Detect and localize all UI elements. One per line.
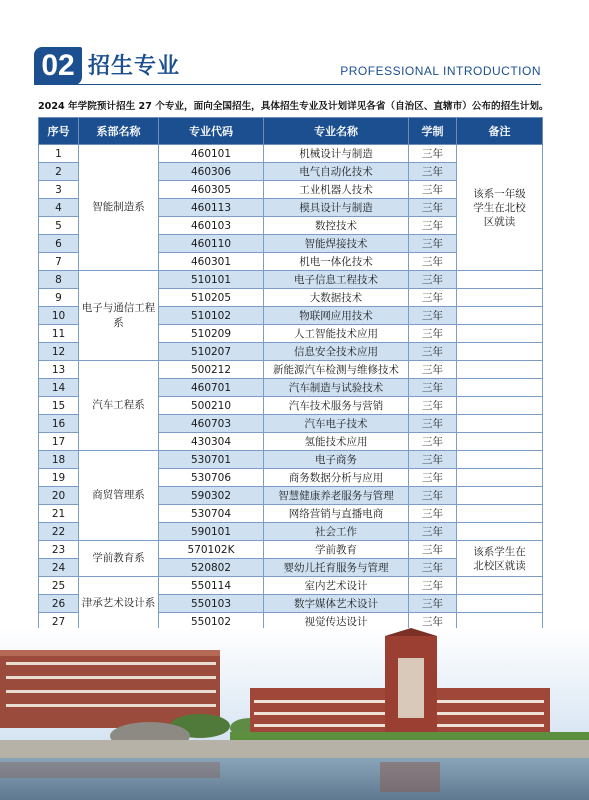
table-row <box>39 361 543 379</box>
notes-cell <box>457 379 543 397</box>
department-cell: 智能制造系 <box>79 145 159 271</box>
table-row <box>39 577 543 595</box>
row-number: 13 <box>39 361 79 379</box>
study-years: 三年 <box>409 487 457 505</box>
major-name: 室内艺术设计 <box>264 577 409 595</box>
section-number-badge: 02 <box>34 47 82 85</box>
row-number: 27 <box>39 613 79 631</box>
major-name: 汽车制造与试验技术 <box>264 379 409 397</box>
major-code: 510207 <box>159 343 264 361</box>
header-notes: 备注 <box>457 118 543 145</box>
study-years: 三年 <box>409 577 457 595</box>
major-code: 530701 <box>159 451 264 469</box>
major-name: 汽车技术服务与营销 <box>264 397 409 415</box>
department-cell: 商贸管理系 <box>79 451 159 541</box>
row-number: 24 <box>39 559 79 577</box>
major-code: 520802 <box>159 559 264 577</box>
major-name: 人工智能技术应用 <box>264 325 409 343</box>
notes-cell <box>457 505 543 523</box>
table-row <box>39 271 543 289</box>
major-code: 550103 <box>159 595 264 613</box>
study-years: 三年 <box>409 451 457 469</box>
row-number: 4 <box>39 199 79 217</box>
row-number: 8 <box>39 271 79 289</box>
section-subtitle: PROFESSIONAL INTRODUCTION <box>340 64 541 78</box>
major-name: 电子商务 <box>264 451 409 469</box>
major-code: 430304 <box>159 433 264 451</box>
notes-cell <box>457 433 543 451</box>
major-name: 学前教育 <box>264 541 409 559</box>
major-code: 460103 <box>159 217 264 235</box>
notes-cell <box>457 451 543 469</box>
table-body <box>39 145 543 631</box>
header-years: 学制 <box>409 118 457 145</box>
study-years: 三年 <box>409 595 457 613</box>
major-code: 460113 <box>159 199 264 217</box>
major-code: 510209 <box>159 325 264 343</box>
major-code: 590101 <box>159 523 264 541</box>
row-number: 1 <box>39 145 79 163</box>
major-name: 汽车电子技术 <box>264 415 409 433</box>
department-cell: 津承艺术设计系 <box>79 577 159 631</box>
major-name: 社会工作 <box>264 523 409 541</box>
major-code: 510102 <box>159 307 264 325</box>
study-years: 三年 <box>409 145 457 163</box>
major-code: 510205 <box>159 289 264 307</box>
study-years: 三年 <box>409 541 457 559</box>
row-number: 20 <box>39 487 79 505</box>
row-number: 18 <box>39 451 79 469</box>
major-code: 460703 <box>159 415 264 433</box>
notes-cell <box>457 487 543 505</box>
notes-cell <box>457 325 543 343</box>
study-years: 三年 <box>409 415 457 433</box>
table-row <box>39 541 543 559</box>
row-number: 6 <box>39 235 79 253</box>
notes-cell <box>457 271 543 289</box>
row-number: 11 <box>39 325 79 343</box>
major-name: 信息安全技术应用 <box>264 343 409 361</box>
notes-cell <box>457 289 543 307</box>
study-years: 三年 <box>409 217 457 235</box>
section-header <box>0 0 589 100</box>
header-major: 专业名称 <box>264 118 409 145</box>
study-years: 三年 <box>409 163 457 181</box>
department-cell: 学前教育系 <box>79 541 159 577</box>
notes-cell <box>457 577 543 595</box>
study-years: 三年 <box>409 289 457 307</box>
department-cell: 电子与通信工程系 <box>79 271 159 361</box>
major-name: 模具设计与制造 <box>264 199 409 217</box>
header-code: 专业代码 <box>159 118 264 145</box>
table-row <box>39 451 543 469</box>
major-name: 大数据技术 <box>264 289 409 307</box>
header-department: 系部名称 <box>79 118 159 145</box>
major-name: 工业机器人技术 <box>264 181 409 199</box>
major-code: 590302 <box>159 487 264 505</box>
row-number: 16 <box>39 415 79 433</box>
notes-cell <box>457 397 543 415</box>
study-years: 三年 <box>409 559 457 577</box>
major-code: 460101 <box>159 145 264 163</box>
table-header-row <box>39 118 543 145</box>
study-years: 三年 <box>409 271 457 289</box>
major-name: 视觉传达设计 <box>264 613 409 631</box>
major-name: 数字媒体艺术设计 <box>264 595 409 613</box>
study-years: 三年 <box>409 469 457 487</box>
study-years: 三年 <box>409 325 457 343</box>
notes-cell <box>457 361 543 379</box>
row-number: 15 <box>39 397 79 415</box>
row-number: 19 <box>39 469 79 487</box>
table-row <box>39 145 543 163</box>
study-years: 三年 <box>409 361 457 379</box>
notes-cell <box>457 595 543 613</box>
study-years: 三年 <box>409 523 457 541</box>
major-name: 新能源汽车检测与维修技术 <box>264 361 409 379</box>
row-number: 10 <box>39 307 79 325</box>
row-number: 26 <box>39 595 79 613</box>
major-name: 机械设计与制造 <box>264 145 409 163</box>
study-years: 三年 <box>409 199 457 217</box>
study-years: 三年 <box>409 379 457 397</box>
intro-text: 2024 年学院预计招生 27 个专业，面向全国招生，具体招生专业及计划详见各省（自治区、直辖市）公布的招生计划。 <box>38 101 549 112</box>
majors-table <box>38 117 543 631</box>
major-name: 智慧健康养老服务与管理 <box>264 487 409 505</box>
row-number: 21 <box>39 505 79 523</box>
major-name: 商务数据分析与应用 <box>264 469 409 487</box>
notes-cell <box>457 307 543 325</box>
major-name: 婴幼儿托育服务与管理 <box>264 559 409 577</box>
major-name: 氢能技术应用 <box>264 433 409 451</box>
major-name: 数控技术 <box>264 217 409 235</box>
major-code: 460110 <box>159 235 264 253</box>
major-code: 510101 <box>159 271 264 289</box>
major-code: 550114 <box>159 577 264 595</box>
row-number: 5 <box>39 217 79 235</box>
department-cell: 汽车工程系 <box>79 361 159 451</box>
study-years: 三年 <box>409 235 457 253</box>
major-code: 550102 <box>159 613 264 631</box>
study-years: 三年 <box>409 343 457 361</box>
major-code: 530704 <box>159 505 264 523</box>
study-years: 三年 <box>409 307 457 325</box>
major-code: 570102K <box>159 541 264 559</box>
row-number: 12 <box>39 343 79 361</box>
header-no: 序号 <box>39 118 79 145</box>
campus-photo <box>0 628 589 800</box>
major-name: 智能焊接技术 <box>264 235 409 253</box>
major-code: 530706 <box>159 469 264 487</box>
major-name: 网络营销与直播电商 <box>264 505 409 523</box>
row-number: 25 <box>39 577 79 595</box>
major-code: 500212 <box>159 361 264 379</box>
section-title: 招生专业 <box>88 54 181 79</box>
row-number: 7 <box>39 253 79 271</box>
major-code: 460306 <box>159 163 264 181</box>
study-years: 三年 <box>409 613 457 631</box>
major-name: 物联网应用技术 <box>264 307 409 325</box>
row-number: 2 <box>39 163 79 181</box>
row-number: 22 <box>39 523 79 541</box>
notes-cell: 该系学生在北校区就读 <box>457 541 543 577</box>
row-number: 14 <box>39 379 79 397</box>
study-years: 三年 <box>409 181 457 199</box>
study-years: 三年 <box>409 397 457 415</box>
row-number: 23 <box>39 541 79 559</box>
study-years: 三年 <box>409 433 457 451</box>
notes-cell <box>457 415 543 433</box>
major-code: 460701 <box>159 379 264 397</box>
major-code: 460301 <box>159 253 264 271</box>
major-name: 电子信息工程技术 <box>264 271 409 289</box>
notes-cell <box>457 523 543 541</box>
notes-cell <box>457 343 543 361</box>
row-number: 9 <box>39 289 79 307</box>
header-divider <box>34 84 541 85</box>
row-number: 3 <box>39 181 79 199</box>
row-number: 17 <box>39 433 79 451</box>
study-years: 三年 <box>409 505 457 523</box>
major-code: 460305 <box>159 181 264 199</box>
major-name: 电气自动化技术 <box>264 163 409 181</box>
major-code: 500210 <box>159 397 264 415</box>
notes-cell <box>457 469 543 487</box>
study-years: 三年 <box>409 253 457 271</box>
notes-cell: 该系一年级学生在北校区就读 <box>457 145 543 271</box>
major-name: 机电一体化技术 <box>264 253 409 271</box>
